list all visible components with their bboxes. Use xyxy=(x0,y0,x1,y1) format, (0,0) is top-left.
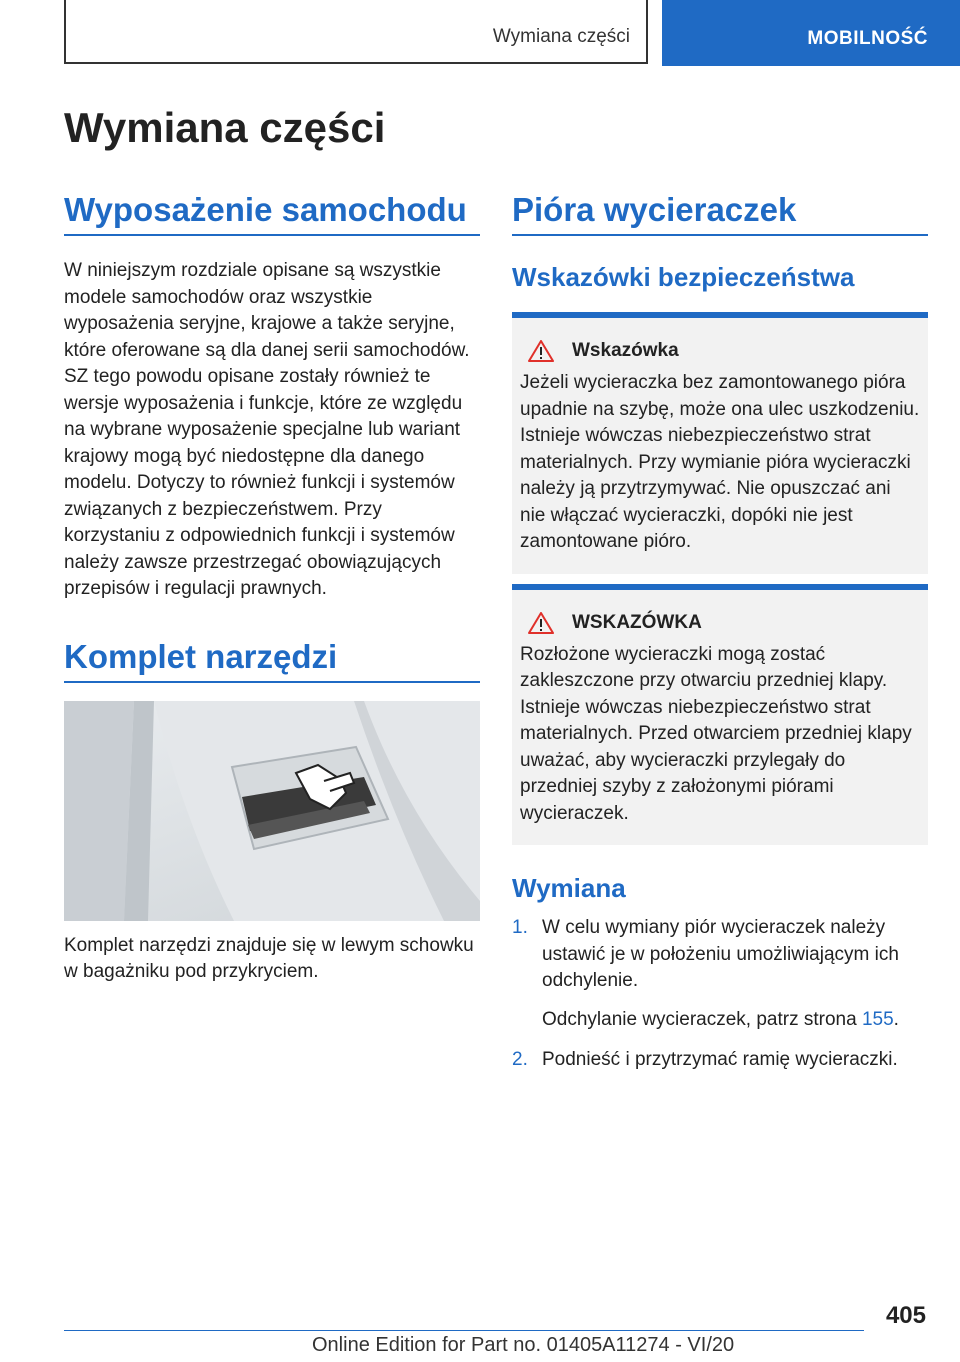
step-text: W celu wymiany piór wycieraczek należy ustawić je w położeniu umożliwiającym ich odchylenie. xyxy=(542,917,899,991)
safety-heading: Wskazówki bezpieczeństwa xyxy=(512,262,855,292)
step-text: Podnieść i przytrzymać ramię wycieraczki. xyxy=(542,1049,898,1070)
note-title: Wskazówka xyxy=(572,340,679,361)
warning-triangle-icon xyxy=(528,340,554,362)
equipment-heading: Wyposażenie samochodu xyxy=(64,190,480,236)
note-box xyxy=(512,312,928,574)
note-text: Jeżeli wycieraczka bez zamontowanego pióra upadnie na szybę, może ona ulec uszkodzeniu. Istnieje wówczas niebezpieczeństwo strat materialnych. Przy wymianie pióra wycieraczki należy ją przytrzymywać. Nie opuszczać ani nie włączać wycieraczki, dopóki nie jest zamontowane pióro. xyxy=(520,372,920,552)
wiper-blades-heading: Pióra wycieraczek xyxy=(512,190,928,236)
footer-edition: Online Edition for Part no. 01405A11274 - VI/20 xyxy=(312,1334,735,1356)
warning-header xyxy=(520,612,920,634)
replacement-heading: Wymiana xyxy=(512,873,626,903)
page-title: Wymiana części xyxy=(64,104,386,151)
header-section-title: Wymiana części xyxy=(492,26,630,47)
step-subtext-end: . xyxy=(893,1008,899,1030)
toolkit-photo xyxy=(64,701,480,921)
step-subtext-label: Odchylanie wycieraczek, patrz strona xyxy=(542,1008,857,1030)
warning-box xyxy=(512,584,928,846)
footer-divider xyxy=(64,1330,864,1331)
header-tab-label: MOBILNOŚĆ xyxy=(807,28,928,49)
page-link[interactable]: 155 xyxy=(861,1008,894,1030)
warning-text: Rozłożone wycieraczki mogą zostać zakleszczone przy otwarciu przedniej klapy. Istnieje wówczas niebezpieczeństwo strat materialnych. Przed otwarciem przedniej klapy uważać, aby wycieraczki przylegały do przedniej szyby z założonymi piórami wycieraczek. xyxy=(520,643,912,824)
header-frame xyxy=(64,0,648,64)
toolkit-heading: Komplet narzędzi xyxy=(64,637,480,683)
step-number: 1. xyxy=(512,917,528,938)
warning-title: WSKAZÓWKA xyxy=(572,611,702,633)
toolkit-caption: Komplet narzędzi znajduje się w lewym schowku w bagażniku pod przykryciem. xyxy=(64,934,474,982)
list-item xyxy=(512,915,928,1033)
step-number: 2. xyxy=(512,1049,528,1070)
toolkit-illustration xyxy=(64,701,480,921)
note-header xyxy=(520,340,920,362)
left-column xyxy=(64,190,480,986)
warning-triangle-icon xyxy=(528,612,554,634)
equipment-text: W niniejszym rozdziale opisane są wszystkie modele samochodów oraz wszystkie wyposażenia seryjne, krajowe a także seryjne, które oferowane są dla danej serii samochodów. SZ tego powodu opisane zostały również te wersje wyposażenia i funkcje, które ze względu na wybrane wyposażenie specjalne lub wariant krajowy mogą być niedostępne dla danego modelu. Dotyczy to również funkcji i systemów związanych z bezpieczeństwem. Przy korzystaniu z odpowiednich funkcji i systemów należy zawsze przestrzegać obowiązujących przepisów i regulacji prawnych. xyxy=(64,260,470,599)
header-chapter-tab[interactable] xyxy=(662,0,960,66)
page-number: 405 xyxy=(885,1302,926,1329)
step-subtext xyxy=(542,1007,928,1034)
replacement-steps xyxy=(512,915,928,1074)
right-column xyxy=(512,190,928,1088)
list-item xyxy=(512,1047,928,1074)
